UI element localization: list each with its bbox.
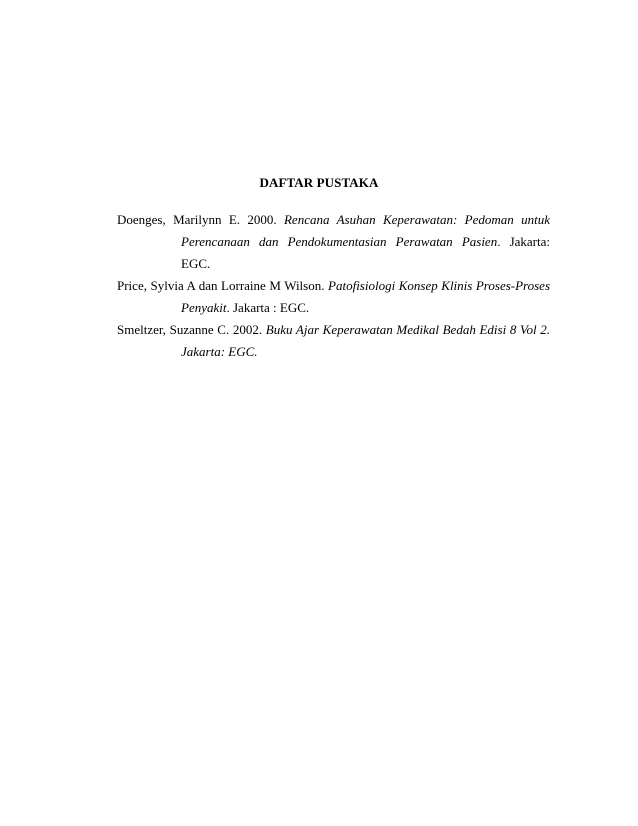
reference-entry xyxy=(117,275,550,319)
reference-publisher: Jakarta : EGC. xyxy=(229,300,310,315)
reference-authors: Price, Sylvia A dan Lorraine M Wilson. xyxy=(117,278,325,293)
page-title: DAFTAR PUSTAKA xyxy=(259,175,379,190)
reference-publisher: Jakarta: EGC. xyxy=(181,234,551,271)
reference-separator: . xyxy=(497,234,501,249)
reference-title: Patofisiologi Konsep Klinis Proses-Proses Penyakit xyxy=(181,278,551,315)
reference-entry xyxy=(117,209,550,275)
reference-list xyxy=(117,209,550,363)
reference-title: Rencana Asuhan Keperawatan: Pedoman untuk Perencanaan dan Pendokumentasian Perawatan Pasien xyxy=(181,212,551,249)
reference-separator: . xyxy=(226,300,230,315)
reference-title: Buku Ajar Keperawatan Medikal Bedah Edisi 8 Vol 2. Jakarta: EGC. xyxy=(181,322,551,359)
reference-entry xyxy=(117,319,550,363)
reference-authors: Smeltzer, Suzanne C. 2002. xyxy=(117,322,263,337)
reference-authors: Doenges, Marilynn E. 2000. xyxy=(117,212,277,227)
